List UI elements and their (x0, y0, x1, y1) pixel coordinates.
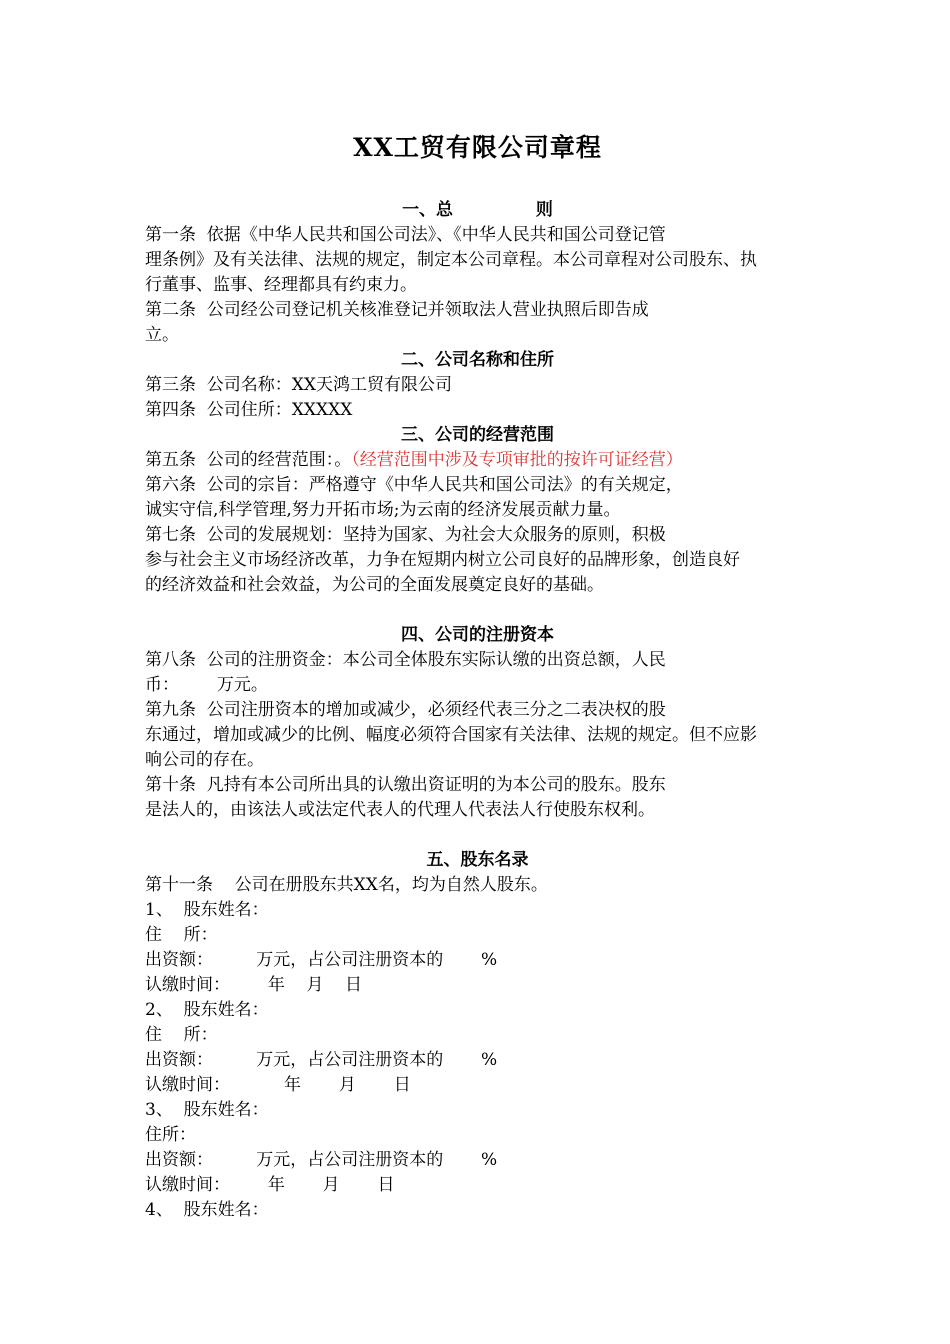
shareholder-1-name: 1、 股东姓名： (145, 900, 269, 920)
shareholder-1-capital: 出资额： 万元，占公司注册资本的 % (145, 950, 498, 970)
document-title: XX工贸有限公司章程 (353, 133, 602, 162)
shareholder-1-date: 认缴时间： 年 月 日 (145, 975, 363, 995)
article-4: 第四条 公司住所：XXXXX (145, 400, 353, 420)
article-7-line-1: 第七条 公司的发展规划：坚持为国家、为社会大众服务的原则，积极 (145, 525, 666, 545)
section-heading-business-scope: 三、公司的经营范围 (401, 425, 554, 445)
article-5-note: （经营范围中涉及专项审批的按许可证经营） (351, 450, 683, 470)
spacer (145, 823, 810, 848)
shareholder-1-address: 住 所： (145, 925, 218, 945)
article-2-line-1: 第二条 公司经公司登记机关核准登记并领取法人营业执照后即告成 (145, 300, 649, 320)
article-9-line-3: 响公司的存在。 (145, 750, 264, 770)
document-page (145, 128, 810, 1223)
section-heading-shareholders: 五、股东名录 (426, 850, 529, 870)
article-8-line-1: 第八条 公司的注册资金：本公司全体股东实际认缴的出资总额，人民 (145, 650, 666, 670)
article-3: 第三条 公司名称：XX天鸿工贸有限公司 (145, 375, 453, 395)
article-5-text: 第五条 公司的经营范围：。 (145, 450, 352, 470)
section-heading-registered-capital: 四、公司的注册资本 (401, 625, 554, 645)
shareholder-3-address: 住所： (145, 1125, 196, 1145)
article-1-line-1: 第一条 依据《中华人民共和国公司法》、《中华人民共和国公司登记管 (145, 225, 666, 245)
article-9-line-1: 第九条 公司注册资本的增加或减少，必须经代表三分之二表决权的股 (145, 700, 666, 720)
shareholder-2-capital: 出资额： 万元，占公司注册资本的 % (145, 1050, 498, 1070)
article-9-line-2: 东通过，增加或减少的比例、幅度必须符合国家有关法律、法规的规定。但不应影 (145, 725, 757, 745)
article-2-line-2: 立。 (145, 325, 179, 345)
article-6-line-1: 第六条 公司的宗旨：严格遵守《中华人民共和国公司法》的有关规定， (145, 475, 683, 495)
article-6-line-2: 诚实守信,科学管理,努力开拓市场;为云南的经济发展贡献力量。 (145, 500, 621, 520)
article-8-line-2: 币： 万元。 (145, 675, 268, 695)
shareholder-2-date: 认缴时间： 年 月 日 (145, 1075, 411, 1095)
section-heading-name-address: 二、公司名称和住所 (401, 350, 554, 370)
shareholder-3-date: 认缴时间： 年 月 日 (145, 1175, 395, 1195)
shareholder-2-address: 住 所： (145, 1025, 218, 1045)
article-11: 第十一条 公司在册股东共XX名，均为自然人股东。 (145, 875, 548, 895)
article-10-line-1: 第十条 凡持有本公司所出具的认缴出资证明的为本公司的股东。股东 (145, 775, 666, 795)
shareholder-3-name: 3、 股东姓名： (145, 1100, 269, 1120)
article-1-line-2: 理条例》及有关法律、法规的规定，制定本公司章程。本公司章程对公司股东、执 (145, 250, 757, 270)
shareholder-4-name: 4、 股东姓名： (145, 1200, 269, 1220)
article-10-line-2: 是法人的，由该法人或法定代表人的代理人代表法人行使股东权利。 (145, 800, 655, 820)
article-7-line-3: 的经济效益和社会效益，为公司的全面发展奠定良好的基础。 (145, 575, 604, 595)
article-7-line-2: 参与社会主义市场经济改革，力争在短期内树立公司良好的品牌形象，创造良好 (145, 550, 740, 570)
shareholder-3-capital: 出资额： 万元，占公司注册资本的 % (145, 1150, 498, 1170)
shareholder-2-name: 2、 股东姓名： (145, 1000, 269, 1020)
article-5 (145, 448, 810, 473)
section-heading-general: 一、总 则 (402, 200, 553, 220)
spacer (145, 598, 810, 623)
article-1-line-3: 行董事、监事、经理都具有约束力。 (145, 275, 417, 295)
